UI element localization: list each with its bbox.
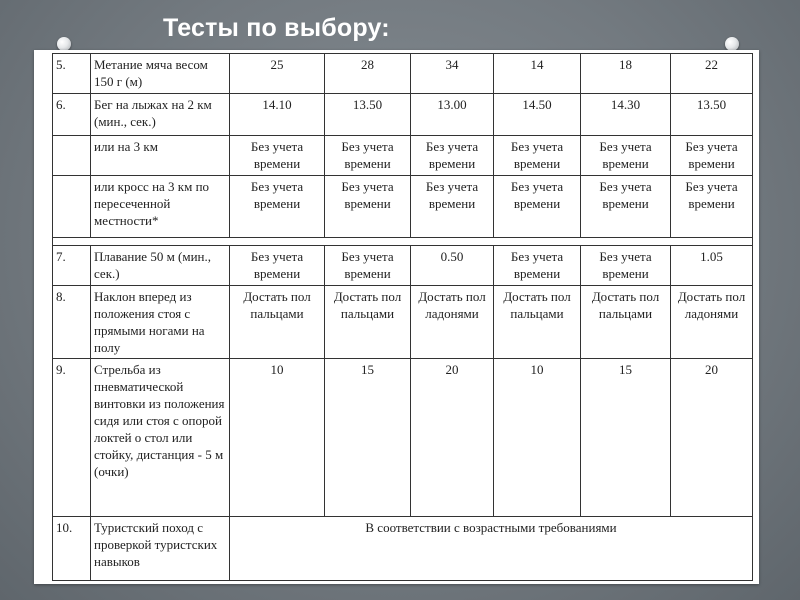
norm-value-cell: 18: [581, 54, 671, 94]
pin-icon: [725, 37, 739, 51]
norm-value-cell: Достать пол пальцами: [325, 286, 411, 359]
document-page: [34, 50, 759, 584]
norm-value-cell: 13.00: [411, 94, 494, 136]
pin-icon: [57, 37, 71, 51]
norm-value-cell: Достать пол ладонями: [671, 286, 753, 359]
exercise-name: Туристский поход с проверкой туристских навыков: [91, 517, 230, 581]
table-row: [53, 517, 753, 581]
norm-value-cell: Без учета времени: [494, 136, 581, 176]
norm-value-cell: 13.50: [325, 94, 411, 136]
merged-requirement-cell: В соответствии с возрастными требованиями: [230, 517, 753, 581]
norm-value-cell: Достать пол ладонями: [411, 286, 494, 359]
norm-value-cell: 22: [671, 54, 753, 94]
row-number: 10.: [53, 517, 91, 581]
norm-value-cell: 15: [325, 359, 411, 517]
norm-value-cell: 28: [325, 54, 411, 94]
norm-value-cell: 15: [581, 359, 671, 517]
norm-value-cell: 14: [494, 54, 581, 94]
norm-value-cell: 14.10: [230, 94, 325, 136]
norm-value-cell: Без учета времени: [230, 246, 325, 286]
norm-value-cell: 1.05: [671, 246, 753, 286]
norm-value-cell: Без учета времени: [494, 246, 581, 286]
row-number: 6.: [53, 94, 91, 136]
row-number: 9.: [53, 359, 91, 517]
norm-value-cell: 20: [671, 359, 753, 517]
norm-value-cell: Без учета времени: [325, 136, 411, 176]
norm-value-cell: Без учета времени: [325, 246, 411, 286]
exercise-name: Наклон вперед из положения стоя с прямыми ногами на полу: [91, 286, 230, 359]
table-row: [53, 54, 753, 94]
norm-value-cell: Без учета времени: [581, 246, 671, 286]
norm-value-cell: Без учета времени: [671, 136, 753, 176]
table-row: [53, 136, 753, 176]
norm-value-cell: Без учета времени: [230, 136, 325, 176]
norms-table: [52, 53, 753, 581]
table-row: [53, 176, 753, 238]
exercise-name: или кросс на 3 км по пересеченной местности*: [91, 176, 230, 238]
norm-value-cell: Без учета времени: [325, 176, 411, 238]
norm-value-cell: Без учета времени: [581, 176, 671, 238]
exercise-name: Метание мяча весом 150 г (м): [91, 54, 230, 94]
norm-value-cell: Без учета времени: [581, 136, 671, 176]
row-number: 5.: [53, 54, 91, 94]
exercise-name: Плавание 50 м (мин., сек.): [91, 246, 230, 286]
norm-value-cell: Достать пол пальцами: [581, 286, 671, 359]
norm-value-cell: 0.50: [411, 246, 494, 286]
table-row: [53, 246, 753, 286]
table-gap: [53, 238, 753, 246]
exercise-name: или на 3 км: [91, 136, 230, 176]
row-number: [53, 136, 91, 176]
norm-value-cell: 10: [494, 359, 581, 517]
norm-value-cell: Достать пол пальцами: [230, 286, 325, 359]
row-number: 7.: [53, 246, 91, 286]
norm-value-cell: 34: [411, 54, 494, 94]
table-row: [53, 359, 753, 517]
norm-value-cell: 13.50: [671, 94, 753, 136]
row-number: [53, 176, 91, 238]
norm-value-cell: Без учета времени: [230, 176, 325, 238]
row-number: 8.: [53, 286, 91, 359]
table-row: [53, 94, 753, 136]
norm-value-cell: 20: [411, 359, 494, 517]
table-row: [53, 286, 753, 359]
exercise-name: Стрельба из пневматической винтовки из положения сидя или стоя с опорой локтей о стол или стойку, дистанция - 5 м (очки): [91, 359, 230, 517]
norm-value-cell: Без учета времени: [671, 176, 753, 238]
norm-value-cell: Без учета времени: [411, 136, 494, 176]
norm-value-cell: 25: [230, 54, 325, 94]
exercise-name: Бег на лыжах на 2 км (мин., сек.): [91, 94, 230, 136]
norm-value-cell: Без учета времени: [411, 176, 494, 238]
norm-value-cell: Без учета времени: [494, 176, 581, 238]
norm-value-cell: Достать пол пальцами: [494, 286, 581, 359]
norm-value-cell: 14.30: [581, 94, 671, 136]
norm-value-cell: 10: [230, 359, 325, 517]
norm-value-cell: 14.50: [494, 94, 581, 136]
slide-title: Тесты по выбору:: [163, 14, 390, 42]
